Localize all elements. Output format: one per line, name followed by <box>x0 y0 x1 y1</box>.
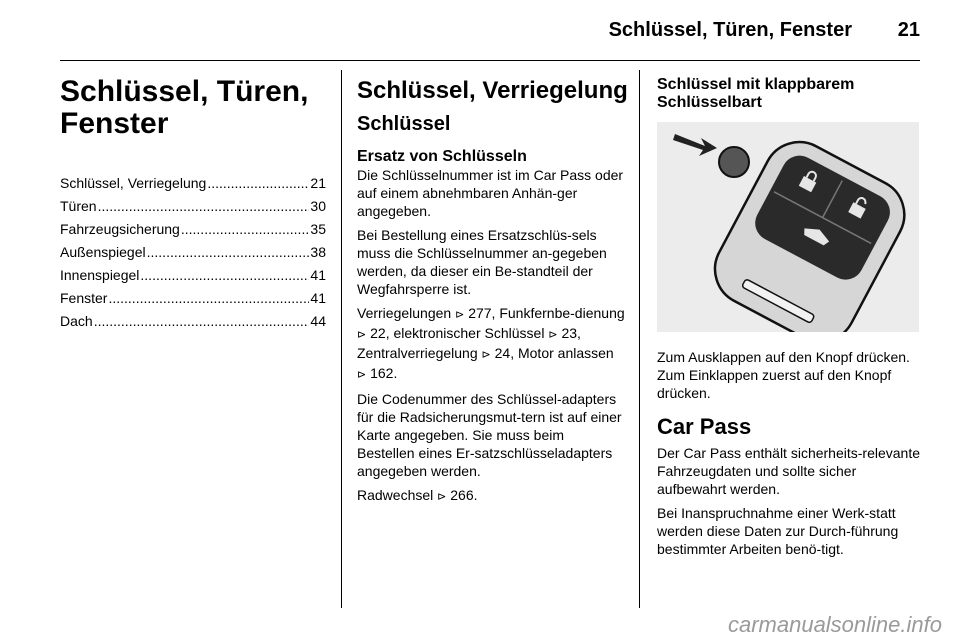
heading-folding-key <box>657 76 921 112</box>
toc-entry[interactable] <box>60 290 326 313</box>
toc-entry[interactable] <box>60 313 326 336</box>
folding-key-illustration <box>657 122 919 332</box>
toc-page: 35 <box>310 221 326 237</box>
toc-label: Innenspiegel <box>60 267 140 283</box>
reference-arrow-icon: ⊳ <box>455 308 465 321</box>
ref-text: , Zentralverriegelung <box>357 325 581 361</box>
paragraph: Die Codenummer des Schlüssel-adapters für die Radsicherungsmut-tern ist auf einer Karte angegeben. Sie muss beim Bestellen eines Er-satzschlüsseladapters angegeben werden. <box>357 391 622 479</box>
toc-label: Türen <box>60 198 97 214</box>
toc-label: Dach <box>60 313 93 329</box>
toc-leader <box>98 198 310 214</box>
watermark: carmanualsonline.info <box>727 612 942 637</box>
ref-text: Radwechsel <box>357 487 434 503</box>
chapter-title <box>60 76 330 140</box>
toc-label: Schlüssel, Verriegelung <box>60 175 207 191</box>
ref-page-link[interactable]: 22 <box>370 325 386 341</box>
ref-text: . <box>393 365 398 381</box>
running-title: Schlüssel, Türen, Fenster <box>608 19 852 41</box>
ref-page-link[interactable]: 162 <box>370 365 394 381</box>
paragraph: Bei Bestellung eines Ersatzschlüs-sels muss die Schlüsselnummer an-gegeben werden, da dieser ein Be-standteil der Wegfahrsperre ist. <box>357 227 607 297</box>
paragraph: Der Car Pass enthält sicherheits-relevante Fahrzeugdaten und sollte sicher aufbewahrt werden. <box>657 445 921 497</box>
toc-label: Fahrzeugsicherung <box>60 221 180 237</box>
paragraph: Bei Inanspruchnahme einer Werk-statt werden diese Daten zur Durch-führung bestimmter Arbeiten benö-tigt. <box>657 505 899 557</box>
toc-leader <box>181 221 310 237</box>
cross-references <box>357 304 625 384</box>
section-title: Schlüssel, Verriegelung <box>357 77 628 104</box>
toc-leader <box>140 267 309 283</box>
toc-leader <box>108 290 309 306</box>
toc-leader <box>147 244 310 260</box>
toc-page: 41 <box>310 290 326 306</box>
table-of-contents <box>60 175 326 336</box>
column-divider <box>341 70 342 608</box>
toc-page: 21 <box>310 175 326 191</box>
toc-entry[interactable] <box>60 198 326 221</box>
reference-arrow-icon: ⊳ <box>357 368 367 381</box>
column-key-locking <box>357 76 628 512</box>
heading-line: Schlüssel mit klappbarem <box>657 76 855 93</box>
toc-leader <box>94 313 310 329</box>
ref-text: , elektronischer Schlüssel <box>385 325 545 341</box>
toc-entry[interactable] <box>60 175 326 198</box>
subsection-title: Schlüssel <box>357 113 451 135</box>
heading-replacement-keys: Ersatz von Schlüsseln <box>357 148 527 165</box>
figure-caption: Zum Ausklappen auf den Knopf drücken. Zum Einklappen zuerst auf den Knopf drücken. <box>657 349 910 401</box>
toc-page: 41 <box>310 267 326 283</box>
toc-page: 44 <box>310 313 326 329</box>
column-folding-key <box>657 76 921 564</box>
chapter-title-line: Schlüssel, Türen, <box>60 75 309 108</box>
ref-page-link[interactable]: 277 <box>468 305 492 321</box>
toc-entry[interactable] <box>60 221 326 244</box>
toc-entry[interactable] <box>60 244 326 267</box>
ref-text: . <box>473 487 478 503</box>
reference-arrow-icon: ⊳ <box>481 348 491 361</box>
paragraph: Die Schlüsselnummer ist im Car Pass oder auf einem abnehmbaren Anhän-ger angegeben. <box>357 167 624 219</box>
reference-arrow-icon: ⊳ <box>437 490 447 503</box>
reference-arrow-icon: ⊳ <box>357 328 367 341</box>
reference-arrow-icon: ⊳ <box>548 328 558 341</box>
ref-page-link[interactable]: 266 <box>450 487 474 503</box>
header-rule <box>60 60 920 61</box>
ref-page-link[interactable]: 24 <box>494 345 511 361</box>
ref-text: , Funkfernbe-dienung <box>491 305 625 321</box>
column-divider <box>639 70 640 608</box>
toc-page: 38 <box>310 244 326 260</box>
toc-label: Außenspiegel <box>60 244 146 260</box>
car-pass-heading: Car Pass <box>657 414 752 439</box>
page-number: 21 <box>897 19 920 41</box>
toc-entry[interactable] <box>60 267 326 290</box>
chapter-title-line: Fenster <box>60 107 169 140</box>
ref-page-link[interactable]: 23 <box>561 325 578 341</box>
release-button <box>719 147 749 177</box>
heading-line: Schlüsselbart <box>657 94 762 111</box>
toc-page: 30 <box>310 198 326 214</box>
cross-reference <box>357 486 625 506</box>
toc-label: Fenster <box>60 290 108 306</box>
ref-text: Verriegelungen <box>357 305 452 321</box>
toc-leader <box>207 175 309 191</box>
ref-text: , Motor anlassen <box>510 345 614 361</box>
